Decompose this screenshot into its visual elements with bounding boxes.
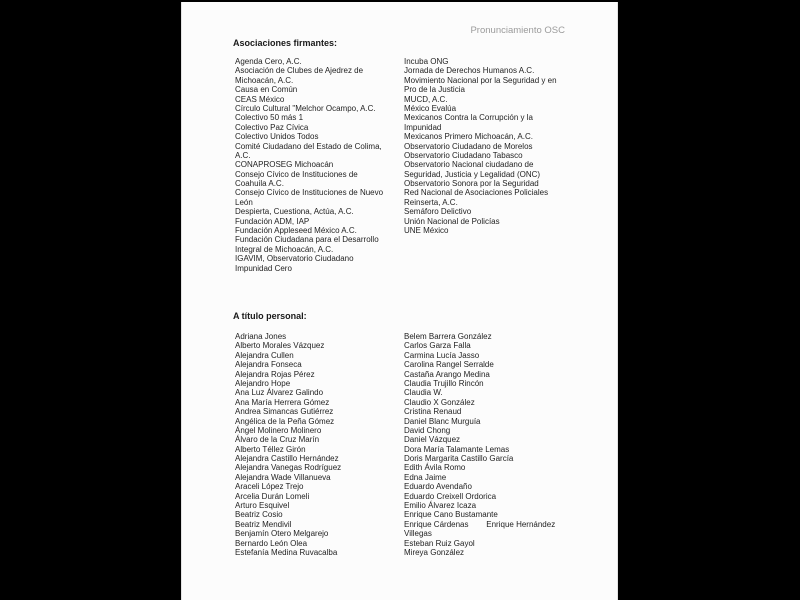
list-line: Alejandra Rojas Pérez: [235, 369, 315, 379]
list-line: Consejo Cívico de Instituciones de: [235, 169, 358, 179]
list-line: Doris Margarita Castillo García: [404, 454, 514, 464]
list-line: Benjamín Otero Melgarejo: [235, 529, 329, 539]
list-line: Angélica de la Peña Gómez: [235, 416, 335, 426]
list-line: Reinserta, A.C.: [404, 197, 458, 207]
list-line: Observatorio Sonora por la Seguridad: [404, 179, 539, 189]
list-line: Unión Nacional de Policías: [404, 216, 500, 226]
list-line: Daniel Vázquez: [404, 435, 461, 445]
list-line: México Evalúa: [404, 103, 457, 113]
list-line: Alberto Téllez Girón: [235, 444, 306, 454]
list-line: Colectivo Unidos Todos: [235, 132, 319, 142]
list-line: Araceli López Trejo: [235, 482, 304, 492]
list-line: Claudio X González: [404, 397, 475, 407]
list-line: Impunidad: [404, 122, 442, 132]
list-line: Bernardo León Olea: [235, 538, 308, 548]
list-line: Adriana Jones: [235, 332, 287, 341]
list-line: Seguridad, Justicia y Legalidad (ONC): [404, 169, 541, 179]
list-line: Edna Jaime: [404, 472, 447, 482]
section-heading-a-titulo-personal: A título personal:: [233, 311, 307, 321]
list-line: Movimiento Nacional por la Seguridad y en: [404, 75, 557, 85]
list-line: CEAS México: [235, 94, 285, 104]
list-line: Álvaro de la Cruz Marín: [235, 435, 320, 445]
list-line: Alberto Morales Vázquez: [235, 341, 325, 351]
list-line: MUCD, A.C.: [404, 94, 448, 104]
list-line: Estefanía Medina Ruvacalba: [235, 547, 338, 557]
list-line: Fundación Ciudadana para el Desarrollo: [235, 235, 379, 245]
list-line: Agenda Cero, A.C.: [235, 57, 302, 66]
list-line: Daniel Blanc Murguía: [404, 416, 481, 426]
list-line: David Chong: [404, 425, 451, 435]
list-line: Carmina Lucía Jasso: [404, 350, 480, 360]
document-page: [181, 2, 618, 600]
list-line: Red Nacional de Asociaciones Policiales: [404, 188, 549, 198]
list-line: Asociación de Clubes de Ajedrez de: [235, 66, 364, 76]
list-line: Alejandra Cullen: [235, 350, 294, 360]
list-line: Círculo Cultural "Melchor Ocampo, A.C.: [235, 103, 376, 113]
list-line: Impunidad Cero: [235, 263, 292, 273]
list-line: CONAPROSEG Michoacán: [235, 160, 334, 170]
list-line: Cristina Renaud: [404, 407, 462, 417]
personal-column-right: [404, 332, 594, 557]
section-heading-asociaciones-firmantes: Asociaciones firmantes:: [233, 38, 338, 48]
list-line: Pro de la Justicia: [404, 85, 465, 95]
list-line: Belem Barrera González: [404, 332, 492, 341]
list-line: León: [235, 197, 253, 207]
list-line: UNE México: [404, 226, 449, 236]
list-line: Integral de Michoacán, A.C.: [235, 244, 334, 254]
list-line: Jornada de Derechos Humanos A.C.: [404, 66, 535, 76]
list-line: Carolina Rangel Serralde: [404, 360, 494, 370]
list-line: Alejandra Wade Villanueva: [235, 472, 331, 482]
list-line: Ana Luz Álvarez Galindo: [235, 388, 324, 398]
list-line: Observatorio Ciudadano de Morelos: [404, 141, 533, 151]
list-line: Michoacán, A.C.: [235, 75, 294, 85]
document-header-label: Pronunciamiento OSC: [470, 25, 565, 36]
list-line: Eduardo Creixell Ordorica: [404, 491, 497, 501]
list-line: Castaña Arango Medina: [404, 369, 490, 379]
list-line: Observatorio Nacional ciudadano de: [404, 160, 534, 170]
list-line: Observatorio Ciudadano Tabasco: [404, 150, 523, 160]
list-line: Mexicanos Primero Michoacán, A.C.: [404, 132, 533, 142]
list-line: Ángel Molinero Molinero: [235, 425, 322, 435]
list-line: Esteban Ruiz Gayol: [404, 538, 475, 548]
list-line: Beatriz Cosio: [235, 510, 283, 520]
list-line: Alejandra Castillo Hernández: [235, 454, 339, 464]
list-line: Claudia Trujillo Rincón: [404, 378, 484, 388]
list-line: Causa en Común: [235, 85, 298, 95]
list-line: Emilio Álvarez Icaza: [404, 501, 477, 511]
list-line: Mexicanos Contra la Corrupción y la: [404, 113, 533, 123]
list-line: Fundación Appleseed México A.C.: [235, 226, 357, 236]
list-line: Comité Ciudadano del Estado de Colima,: [235, 141, 382, 151]
list-line: Semáforo Delictivo: [404, 207, 472, 217]
list-line: Alejandro Hope: [235, 378, 291, 388]
list-line: Dora María Talamante Lemas: [404, 444, 510, 454]
asociaciones-column-left: [235, 57, 400, 273]
list-line: Despierta, Cuestiona, Actúa, A.C.: [235, 207, 354, 217]
list-line: Alejandra Fonseca: [235, 360, 302, 370]
list-line: Colectivo 50 más 1: [235, 113, 304, 123]
list-line: Claudia W.: [404, 388, 443, 398]
list-line: Enrique Cano Bustamante: [404, 510, 498, 520]
list-line: Villegas: [404, 529, 432, 539]
list-line: Arturo Esquivel: [235, 501, 290, 511]
list-line: Colectivo Paz Cívica: [235, 122, 309, 132]
list-line: Andrea Simancas Gutiérrez: [235, 407, 334, 417]
personal-column-left: [235, 332, 400, 557]
list-line: Mireya González: [404, 547, 465, 557]
list-line: A.C.: [235, 150, 251, 160]
list-line: Beatriz Mendivil: [235, 519, 292, 529]
list-line: Incuba ONG: [404, 57, 449, 66]
list-line: Fundación ADM, IAP: [235, 216, 310, 226]
list-line: Eduardo Avendaño: [404, 482, 472, 492]
list-line: Consejo Cívico de Instituciones de Nuevo: [235, 188, 384, 198]
list-line: Edith Ávila Romo: [404, 463, 466, 473]
list-line: Arcelia Durán Lomeli: [235, 491, 310, 501]
list-line: Coahuila A.C.: [235, 179, 284, 189]
asociaciones-column-right: [404, 57, 594, 235]
list-line: IGAVIM, Observatorio Ciudadano: [235, 254, 354, 264]
list-line: Alejandra Vanegas Rodríguez: [235, 463, 342, 473]
list-line: Enrique Cárdenas Enrique Hernández: [404, 519, 556, 529]
list-line: Carlos Garza Falla: [404, 341, 471, 351]
list-line: Ana María Herrera Gómez: [235, 397, 330, 407]
